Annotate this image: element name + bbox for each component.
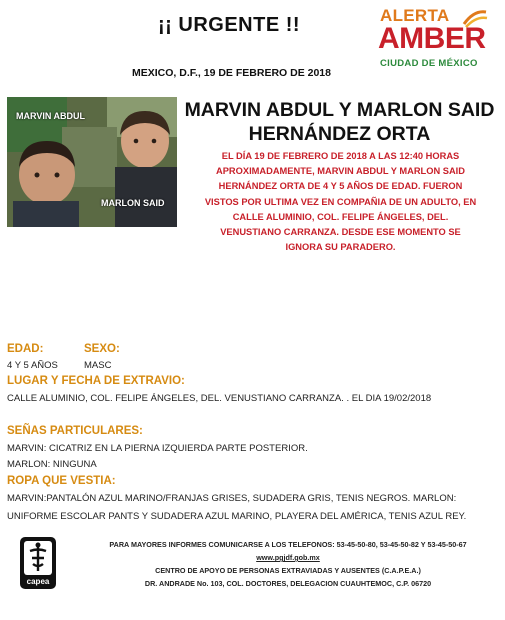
date-line: MEXICO, D.F., 19 DE FEBRERO DE 2018 xyxy=(132,67,331,79)
missing-children-names xyxy=(181,98,498,146)
footer-address: DR. ANDRADE No. 103, COL. DOCTORES, DELEGACION CUAUHTEMOC, C.P. 06720 xyxy=(144,579,432,588)
narrative-line: VISTOS POR ULTIMA VEZ EN COMPAÑIA DE UN ADULTO, EN xyxy=(204,196,477,207)
name-line-1: MARVIN ABDUL Y MARLON SAID xyxy=(184,99,495,121)
age-label: EDAD: xyxy=(7,343,44,355)
footer-agency: CENTRO DE APOYO DE PERSONAS EXTRAVIADAS Y AUSENTES (C.A.P.E.A.) xyxy=(155,566,421,575)
place-date-value: CALLE ALUMINIO, COL. FELIPE ÁNGELES, DEL. VENUSTIANO CARRANZA. . EL DIA 19/02/2018 xyxy=(7,393,432,404)
alerta-amber-logo xyxy=(378,6,493,76)
name-line-2: HERNÁNDEZ ORTA xyxy=(248,123,431,145)
features-line-1: MARVIN: CICATRIZ EN LA PIERNA IZQUIERDA PARTE POSTERIOR. xyxy=(7,443,308,454)
logo-alerta-text: ALERTA xyxy=(380,6,450,25)
clothing-line-1: MARVIN:PANTALÓN AZUL MARINO/FRANJAS GRISES, SUDADERA GRIS, TENIS NEGROS. MARLON: xyxy=(7,493,457,504)
narrative-line: IGNORA SU PARADERO. xyxy=(285,242,396,253)
photo-label-marvin: MARVIN ABDUL xyxy=(16,111,85,121)
narrative-line: CALLE ALUMINIO, COL. FELIPE ÁNGELES, DEL. xyxy=(232,211,449,222)
narrative-line: HERNÁNDEZ ORTA DE 4 Y 5 AÑOS DE EDAD. FUERON xyxy=(218,181,463,192)
footer-phones: PARA MAYORES INFORMES COMUNICARSE A LOS TELEFONOS: 53-45-50-80, 53-45-50-82 Y 53-45-50-67 xyxy=(109,540,467,549)
logo-amber-text: AMBER xyxy=(378,22,486,55)
narrative-line: APROXIMADAMENTE, MARVIN ABDUL Y MARLON SAID xyxy=(216,166,465,177)
urgent-heading: ¡¡ URGENTE !! xyxy=(158,14,301,36)
sex-label: SEXO: xyxy=(84,343,120,355)
narrative-line: EL DÍA 19 DE FEBRERO DE 2018 A LAS 12:40 HORAS xyxy=(221,151,460,161)
capea-logo xyxy=(19,536,57,590)
narrative-line: VENUSTIANO CARRANZA. DESDE ESE MOMENTO SE xyxy=(220,227,461,238)
logo-city-text: CIUDAD DE MÉXICO xyxy=(380,58,478,69)
age-value: 4 Y 5 AÑOS xyxy=(7,360,58,371)
photo-label-marlon: MARLON SAID xyxy=(101,198,165,208)
sex-value: MASC xyxy=(84,360,112,371)
place-date-label: LUGAR Y FECHA DE EXTRAVIO: xyxy=(7,375,185,387)
features-label: SEÑAS PARTICULARES: xyxy=(7,425,143,437)
narrative-text xyxy=(186,149,495,255)
clothing-label: ROPA QUE VESTIA: xyxy=(7,475,116,487)
footer-website-link[interactable]: www.pgjdf.gob.mx xyxy=(256,553,320,562)
features-line-2: MARLON: NINGUNA xyxy=(7,459,97,470)
clothing-line-2: UNIFORME ESCOLAR PANTS Y SUDADERA AZUL MARINO, PLAYERA DEL AMÉRICA, TENIS AZUL REY. xyxy=(7,511,467,522)
children-photo xyxy=(7,97,177,227)
capea-logo-text: capea xyxy=(26,577,50,586)
